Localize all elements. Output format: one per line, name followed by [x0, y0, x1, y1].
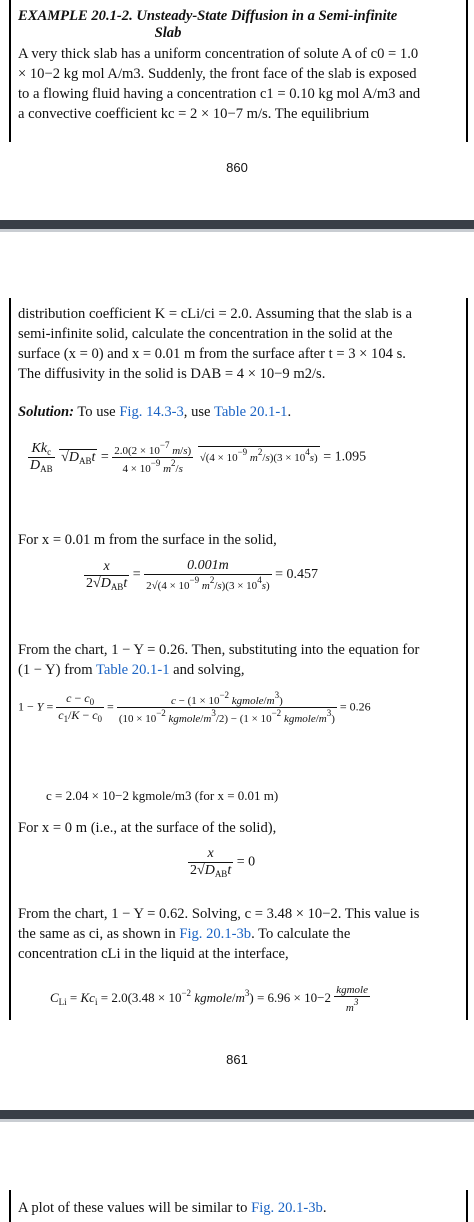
eq2-rhs-frac: $\frac{0.001m}{2√(4 \times 10^{-9} m^2/s)(3 \times 10^4s)}$	[146, 558, 270, 592]
equation-c-value: c = 2.04 × 10−2 kgmole/m3 (for x = 0.01 m)	[46, 788, 279, 803]
text-line: semi-infinite solid, calculate the concentration in the solid at the	[18, 326, 393, 342]
table-link-20-1-1[interactable]: Table 20.1-1	[213, 404, 288, 420]
solution-label: Solution:	[18, 404, 74, 420]
eq5-result: = 0	[236, 854, 256, 870]
text-line: From the chart, 1 − Y = 0.62. Solving, c = 3.48 × 10−2. This value is	[18, 906, 420, 922]
eq2-lhs-frac: $\frac{x}{2√D_{AB}t}$	[86, 558, 128, 592]
for-x-line: For x = 0.01 m from the surface in the solid,	[18, 532, 277, 548]
text-line: to a flowing fluid having a concentration c1 = 0.10 kg mol A/m3 and	[18, 86, 421, 102]
eq1-sqrt-2: $√(4 \times 10^{-9}$ $m^2/s)(3 \times 10^4s)$	[199, 446, 318, 464]
page-number: 860	[226, 160, 248, 175]
eq1-result: = 1.095	[323, 449, 367, 465]
problem-paragraph	[18, 44, 458, 124]
page-divider	[0, 220, 474, 232]
solution-text: To use	[77, 404, 116, 420]
table-link-20-1-1[interactable]: Table 20.1-1	[95, 662, 170, 678]
for-x0-line: For x = 0 m (i.e., at the surface of the solid),	[18, 820, 277, 836]
page-divider	[0, 1110, 474, 1122]
chart-paragraph-1	[18, 640, 458, 680]
eq1-rhs-frac: $\frac{2.0(2 \times 10^{-7} m/s)}{4 \times 10^{-9} m^2/s}$	[114, 440, 192, 475]
solution-text: , use	[183, 404, 211, 420]
page-margin-bar	[9, 0, 11, 142]
page-margin-bar	[9, 298, 11, 1020]
page-margin-bar-right	[466, 298, 468, 1020]
eq6-unit: $\frac{\text{kgmole}}{m^3}$	[336, 984, 368, 1014]
eq5-frac: $\frac{x}{2√D_{AB}t}$	[190, 846, 232, 879]
eq3-result: = 0.26	[339, 699, 371, 714]
equation-one-minus-y: 1 − Y = $\frac{c - c_0}{c_1/K - c_0}$ = $\frac{c - (1 \times 10^{-2} kgmole/m^3)}{(10 \times 10^{-2} kgmole/m^3/2) - (1 \times 10^{-2} kgmole/m^3)}$ = 0.26	[18, 690, 371, 725]
text-line: (1 − Y) from Table 20.1-1 and solving,	[18, 662, 245, 678]
example-title-line2: Slab	[154, 25, 182, 41]
text-line: distribution coefficient K = cLi/ci = 2.0. Assuming that the slab is a	[18, 306, 412, 322]
solution-line	[18, 402, 458, 422]
fig-link-20-1-3b[interactable]: Fig. 20.1-3b	[179, 926, 252, 942]
text-line: From the chart, 1 − Y = 0.26. Then, substituting into the equation for	[18, 642, 420, 658]
equation-x-over-sqrt: $\frac{x}{2√D_{AB}t}$ = $\frac{0.001m}{2√(4 \times 10^{-9} m^2/s)(3 \times 10^4s)}$ = 0.457	[86, 558, 319, 592]
text-line: the same as ci, as shown in Fig. 20.1-3b. To calculate the	[18, 926, 351, 942]
text-line: × 10−2 kg mol A/m3. Suddenly, the front face of the slab is exposed	[18, 66, 417, 82]
page-margin-bar	[9, 1190, 11, 1222]
text-line: The diffusivity in the solid is DAB = 4 × 10−9 m2/s.	[18, 366, 326, 382]
page-margin-bar-right	[466, 1190, 468, 1222]
page-number: 861	[226, 1052, 248, 1067]
eq3-frac-1: $\frac{c - c_0}{c_1/K - c_0}$	[58, 691, 103, 724]
equation-cli: $C_{Li} = Kc_i = 2.0(3.48 \times 10^{-2}$ kgmole/$m^3) = 6.96 \times 10-2$ $\frac{\text{kgmole}}{m^3}$	[50, 984, 368, 1014]
fig-link-20-1-3b[interactable]: Fig. 20.1-3b	[251, 1200, 323, 1216]
text-line: a convective coefficient kc = 2 × 10−7 m/s. The equilibrium	[18, 106, 370, 122]
chart-paragraph-2	[18, 904, 458, 964]
eq2-result: = 0.457	[275, 567, 319, 583]
text-line: surface (x = 0) and x = 0.01 m from the surface after t = 3 × 104 s.	[18, 346, 406, 362]
eq1-lhs-frac: $\frac{Kk_c}{D_{AB}}$	[30, 441, 53, 474]
eq6-result: = 6.96 × 10−2	[256, 989, 331, 1005]
solution-text: .	[287, 404, 292, 420]
fig-link-14-3-3[interactable]: Fig. 14.3-3	[119, 404, 184, 420]
example-title: EXAMPLE 20.1-2. Unsteady-State Diffusion in a Semi-infinite	[18, 8, 398, 24]
equation-kkc: $\frac{Kk_c}{D_{AB}}$ $√D_{AB}t$ = $\frac{2.0(2 \times 10^{-7} m/s)}{4 \times 10^{-9} m^2/s}$ $√(4 \times 10^{-9}$ $m^2/s)(3 \times 10^4s) = 1.095$	[30, 440, 367, 475]
equation-x0	[188, 846, 388, 890]
page-margin-bar-right	[466, 0, 468, 142]
problem-paragraph-cont	[18, 304, 458, 384]
eq1-sqrt: $√D_{AB}t$	[61, 449, 96, 466]
closing-line: A plot of these values will be similar to Fig. 20.1-3b.	[18, 1200, 327, 1216]
text-line: A very thick slab has a uniform concentration of solute A of c0 = 1.0	[18, 46, 419, 62]
eq3-frac-2: $\frac{c - (1 \times 10^{-2} kgmole/m^3)}{(10 \times 10^{-2} kgmole/m^3/2) - (1 \times 10^{-2} kgmole/m^3)}$	[118, 690, 335, 725]
text-line: concentration cLi in the liquid at the interface,	[18, 946, 289, 962]
